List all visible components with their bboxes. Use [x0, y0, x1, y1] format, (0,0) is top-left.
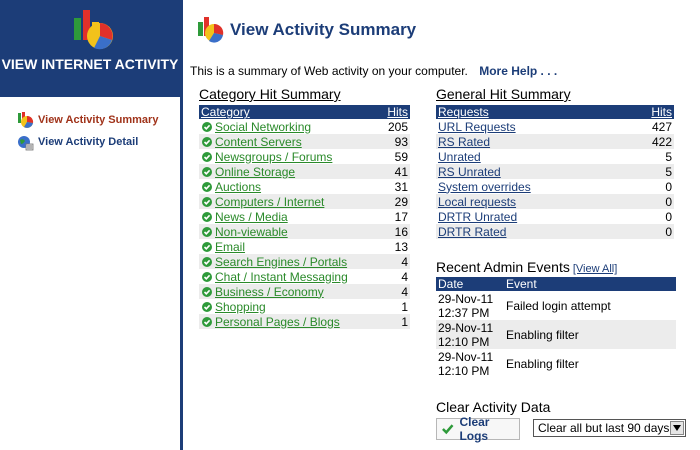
table-row — [199, 164, 410, 179]
hits-cell: 427 — [651, 119, 672, 134]
hits-cell: 13 — [394, 239, 408, 254]
sidebar-banner — [0, 0, 180, 97]
event-date: 29-Nov-11 — [438, 291, 494, 306]
hits-cell: 0 — [626, 224, 674, 239]
hits-column-header[interactable] — [380, 105, 410, 119]
event-description-cell: Failed login attempt — [506, 298, 611, 313]
category-link[interactable]: Non-viewable — [215, 224, 288, 239]
hits-cell: 0 — [626, 194, 674, 209]
activity-chart-icon — [195, 14, 225, 44]
event-date: 29-Nov-11 — [438, 320, 494, 335]
category-cell — [199, 284, 380, 299]
table-row — [436, 119, 674, 134]
requests-sort-link[interactable]: Requests — [438, 105, 489, 119]
clear-logs-button[interactable] — [436, 415, 520, 443]
table-row — [436, 149, 674, 164]
event-time: 12:10 PM — [438, 363, 490, 378]
check-circle-icon — [202, 137, 212, 147]
requests-column-header[interactable] — [436, 105, 626, 119]
hits-cell: 59 — [394, 149, 408, 164]
table-row — [199, 284, 410, 299]
event-description-cell: Enabling filter — [504, 320, 676, 349]
category-cell — [199, 179, 380, 194]
table-row — [199, 149, 410, 164]
category-link[interactable]: Newsgroups / Forums — [215, 149, 333, 164]
category-cell — [199, 269, 380, 284]
check-circle-icon — [202, 227, 212, 237]
hits-cell: 0 — [665, 209, 672, 224]
general-hit-summary-title: General Hit Summary — [436, 86, 571, 102]
request-cell — [436, 164, 626, 179]
table-row — [436, 291, 676, 320]
category-sort-link[interactable]: Category — [201, 105, 250, 119]
table-row — [436, 179, 674, 194]
category-cell — [199, 149, 380, 164]
hits-cell: 29 — [380, 194, 410, 209]
check-circle-icon — [202, 122, 212, 132]
sidebar — [0, 0, 180, 450]
category-cell — [199, 209, 380, 224]
hits-cell: 41 — [380, 164, 410, 179]
hits-cell: 16 — [380, 224, 410, 239]
intro-sentence: This is a summary of Web activity on your computer. — [190, 64, 468, 78]
check-circle-icon — [202, 197, 212, 207]
clear-range-value: Clear all but last 90 days — [538, 421, 670, 435]
category-hit-table — [199, 105, 410, 329]
sidebar-title: VIEW INTERNET ACTIVITY — [1, 56, 179, 72]
date-column-header: Date — [436, 277, 504, 291]
category-column-header[interactable] — [199, 105, 380, 119]
hits-cell: 0 — [665, 179, 672, 194]
hits-sort-link[interactable]: Hits — [651, 105, 672, 119]
table-row — [199, 299, 410, 314]
request-link[interactable]: Local requests — [438, 194, 517, 209]
request-link[interactable]: RS Rated — [438, 134, 491, 149]
clear-logs-label: Clear Logs — [459, 415, 490, 443]
request-link[interactable]: DRTR Rated — [438, 224, 507, 239]
request-cell — [436, 149, 626, 164]
table-row — [199, 134, 410, 149]
table-row — [436, 349, 676, 378]
general-hit-table — [436, 105, 674, 239]
category-link[interactable]: News / Media — [215, 209, 288, 224]
recent-admin-events-label: Recent Admin Events — [436, 259, 570, 275]
category-cell — [199, 134, 380, 149]
table-row — [436, 194, 674, 209]
request-cell — [436, 134, 626, 149]
category-cell — [199, 239, 380, 254]
category-cell — [199, 119, 380, 134]
check-circle-icon — [202, 152, 212, 162]
request-cell — [436, 209, 626, 224]
table-row — [436, 224, 674, 239]
activity-chart-logo-icon — [70, 6, 116, 52]
intro-text — [190, 64, 557, 78]
check-circle-icon — [202, 212, 212, 222]
table-row — [199, 239, 410, 254]
table-header-row — [436, 277, 676, 291]
hits-cell: 4 — [401, 269, 408, 284]
event-time: 12:10 PM — [438, 334, 490, 349]
table-row — [199, 254, 410, 269]
check-circle-icon — [202, 272, 212, 282]
admin-events-table — [436, 277, 676, 378]
check-circle-icon — [202, 257, 212, 267]
event-column-header: Event — [504, 277, 676, 291]
event-description-cell: Enabling filter — [506, 356, 579, 371]
request-cell — [436, 224, 626, 239]
category-cell — [199, 164, 380, 179]
view-all-link[interactable]: [View All] — [572, 263, 618, 275]
check-circle-icon — [202, 317, 212, 327]
table-header-row — [199, 105, 410, 119]
request-cell — [436, 179, 626, 194]
hits-cell: 4 — [380, 254, 410, 269]
category-link[interactable]: Business / Economy — [215, 284, 324, 299]
category-hit-summary-title: Category Hit Summary — [199, 86, 341, 102]
hits-cell: 205 — [387, 119, 408, 134]
main-panel — [183, 0, 700, 450]
category-link[interactable]: Social Networking — [215, 119, 312, 134]
check-circle-icon — [202, 242, 212, 252]
table-row — [199, 269, 410, 284]
summary-chart-icon — [16, 111, 34, 129]
table-row — [199, 314, 410, 329]
hits-cell: 93 — [380, 134, 410, 149]
category-link[interactable]: Shopping — [215, 299, 266, 314]
detail-globe-icon — [16, 133, 34, 151]
check-circle-icon — [202, 302, 212, 312]
hits-cell: 31 — [394, 179, 408, 194]
clear-range-select[interactable] — [533, 419, 686, 437]
event-date: 29-Nov-11 — [438, 349, 494, 364]
request-link[interactable]: RS Unrated — [438, 164, 501, 179]
hits-cell: 5 — [665, 149, 672, 164]
category-link[interactable]: Auctions — [215, 179, 262, 194]
sidebar-item-view-activity-summary[interactable] — [16, 111, 158, 129]
event-date-cell — [436, 291, 504, 320]
table-header-row — [436, 105, 674, 119]
table-row — [436, 134, 674, 149]
table-row — [199, 119, 410, 134]
more-help-link[interactable]: More Help . . . — [479, 64, 558, 78]
table-row — [199, 194, 410, 209]
category-cell — [199, 299, 380, 314]
category-link[interactable]: Email — [215, 239, 246, 254]
request-link[interactable]: URL Requests — [438, 119, 516, 134]
hits-sort-link[interactable]: Hits — [387, 105, 408, 119]
table-row — [199, 209, 410, 224]
hits-cell: 1 — [380, 314, 410, 329]
check-circle-icon — [202, 182, 212, 192]
request-link[interactable]: DRTR Unrated — [438, 209, 518, 224]
category-cell — [199, 224, 380, 239]
hits-cell: 4 — [380, 284, 410, 299]
request-link[interactable]: System overrides — [438, 179, 531, 194]
sidebar-item-label: View Activity Detail — [38, 136, 139, 148]
category-link[interactable]: Online Storage — [215, 164, 296, 179]
category-cell — [199, 314, 380, 329]
table-row — [436, 320, 676, 349]
clear-activity-data-title: Clear Activity Data — [436, 399, 551, 415]
recent-admin-events-title — [436, 259, 617, 275]
check-circle-icon — [202, 167, 212, 177]
request-link[interactable]: Unrated — [438, 149, 481, 164]
request-cell — [436, 194, 626, 209]
checkmark-icon — [441, 422, 454, 436]
hits-cell: 5 — [626, 164, 674, 179]
check-circle-icon — [202, 287, 212, 297]
table-row — [436, 209, 674, 224]
page-title: View Activity Summary — [230, 20, 417, 39]
table-row — [199, 179, 410, 194]
category-cell — [199, 254, 380, 269]
sidebar-item-label: View Activity Summary — [38, 114, 159, 126]
category-link[interactable]: Chat / Instant Messaging — [215, 269, 348, 284]
category-link[interactable]: Personal Pages / Blogs — [215, 314, 340, 329]
table-row — [436, 164, 674, 179]
table-row — [199, 224, 410, 239]
dropdown-arrow-icon[interactable] — [670, 421, 684, 435]
event-date-cell — [436, 320, 504, 349]
sidebar-item-view-activity-detail[interactable] — [16, 133, 138, 151]
category-cell — [199, 194, 380, 209]
hits-cell: 17 — [394, 209, 408, 224]
category-link[interactable]: Search Engines / Portals — [215, 254, 348, 269]
category-link[interactable]: Computers / Internet — [215, 194, 325, 209]
hits-cell: 422 — [626, 134, 674, 149]
event-date-cell — [436, 349, 504, 378]
request-cell — [436, 119, 626, 134]
hits-column-header[interactable] — [626, 105, 674, 119]
category-link[interactable]: Content Servers — [215, 134, 302, 149]
hits-cell: 1 — [401, 299, 408, 314]
event-time: 12:37 PM — [438, 305, 490, 320]
